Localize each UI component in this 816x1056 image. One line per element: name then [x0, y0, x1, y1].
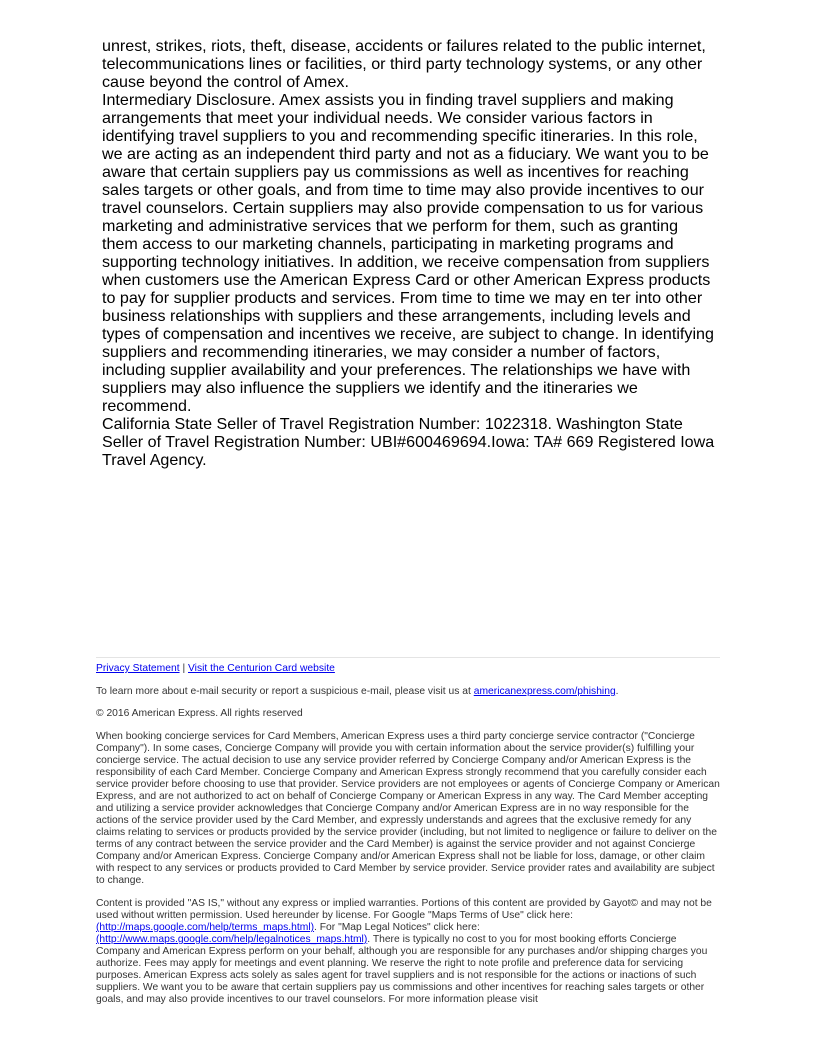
- body-paragraph-intermediary-disclosure: Intermediary Disclosure. Amex assists you in finding travel suppliers and making arrangements that meet your individual needs. We consider various factors in identifying travel suppliers to you and recommending specific itineraries. In this role, we are acting as an independent third party and not as a fiduciary. We want you to be aware that certain suppliers pay us commissions as well as incentives for reaching sales targets or other goals, and from time to time may also provide incentives to our travel counselors. Certain suppliers may also provide compensation to us for various marketing and administrative services that we perform for them, such as granting them access to our marketing channels, participating in marketing programs and supporting technology initiatives. In addition, we receive compensation from suppliers when customers use the American Express Card or other American Express products to pay for supplier products and services. From time to time we may en ter into other business relationships with suppliers and these arrangements, including levels and types of compensation and incentives we receive, are subject to change. In identifying suppliers and recommending itineraries, we may consider a number of factors, including supplier availability and your preferences. The relationships we have with suppliers may also influence the suppliers we identify and the itineraries we recommend.: [102, 91, 714, 415]
- security-text: To learn more about e-mail security or report a suspicious e-mail, please visit us at: [96, 686, 471, 697]
- phishing-link[interactable]: americanexpress.com/phishing: [473, 686, 616, 697]
- copyright: © 2016 American Express. All rights reserved: [96, 708, 303, 719]
- concierge-disclaimer: When booking concierge services for Card Members, American Express uses a third party concierge service contractor ("Concierge Company"). In some cases, Concierge Company will provide you with certain information about the service provider(s) fulfilling your concierge service. The actual decision to use any service provider referred by Concierge Company and/or American Express is the responsibility of each Card Member. Concierge Company and American Express strongly recommend that you carefully consider each service provider before choosing to use that provider. Service providers are not employees or agents of Concierge Company or American Express, and are not authorized to act on behalf of Concierge Company or American Express in any way. The Card Member accepting and utilizing a service provider acknowledges that Concierge Company and/or American Express are in no way responsible for the actions of the service provider used by the Card Member, and expressly understands and agrees that the exclusive remedy for any claims relating to services or products provided by the service provider (including, but not limited to negligence or failure to deliver on the terms of any contract between the service provider and the Card Member) is against the service provider and not against Concierge Company and/or American Express. Concierge Company and/or American Express shall not be liable for loss, damage, or other claim with respect to any services or products provided to Card Member by service provider. Service provider rates and availability are subject to change.: [96, 731, 720, 886]
- privacy-statement-link[interactable]: Privacy Statement: [96, 663, 180, 674]
- body-paragraph-force-majeure: unrest, strikes, riots, theft, disease, accidents or failures related to the public internet, telecommunications lines or facilities, or third party technology systems, or any other cause beyond the control of Amex.: [102, 37, 706, 91]
- content-text-1: Content is provided "AS IS," without any express or implied warranties. Portions of this content are provided by Gayot© and may not be used without written permission. Used hereunder by license. For Google "Maps Terms of Use" click here:: [96, 898, 712, 921]
- footer: [96, 657, 720, 1006]
- maps-terms-link[interactable]: (http://maps.google.com/help/terms_maps.html): [96, 922, 315, 933]
- content-disclaimer: [96, 898, 720, 1006]
- content-text-2: . For "Map Legal Notices" click here:: [314, 922, 480, 933]
- centurion-card-link[interactable]: Visit the Centurion Card website: [188, 663, 335, 674]
- maps-legal-link[interactable]: (http://www.maps.google.com/help/legalnotices_maps.html): [96, 934, 368, 945]
- body-paragraph-registration: California State Seller of Travel Registration Number: 1022318. Washington State Seller of Travel Registration Number: UBI#600469694.Iowa: TA# 669 Registered Iowa Travel Agency.: [102, 415, 715, 469]
- link-separator: |: [182, 663, 186, 674]
- security-period: .: [615, 686, 619, 697]
- main-body: [102, 37, 716, 469]
- security-notice: [96, 686, 720, 698]
- footer-links: [96, 663, 720, 675]
- content-text-3: . There is typically no cost to you for most booking efforts Concierge Company and American Express perform on your behalf, although you are responsible for any purchases and/or shipping charges you authorize. Fees may apply for meetings and event planning. We reserve the right to note profile and preference data for servicing purposes. American Express acts solely as sales agent for travel suppliers and is not responsible for the actions or inactions of such suppliers. We want you to be aware that certain suppliers pay us commissions and other incentives for reaching sales targets or other goals, and may also provide incentives to our travel counselors. For more information please visit: [96, 934, 708, 1005]
